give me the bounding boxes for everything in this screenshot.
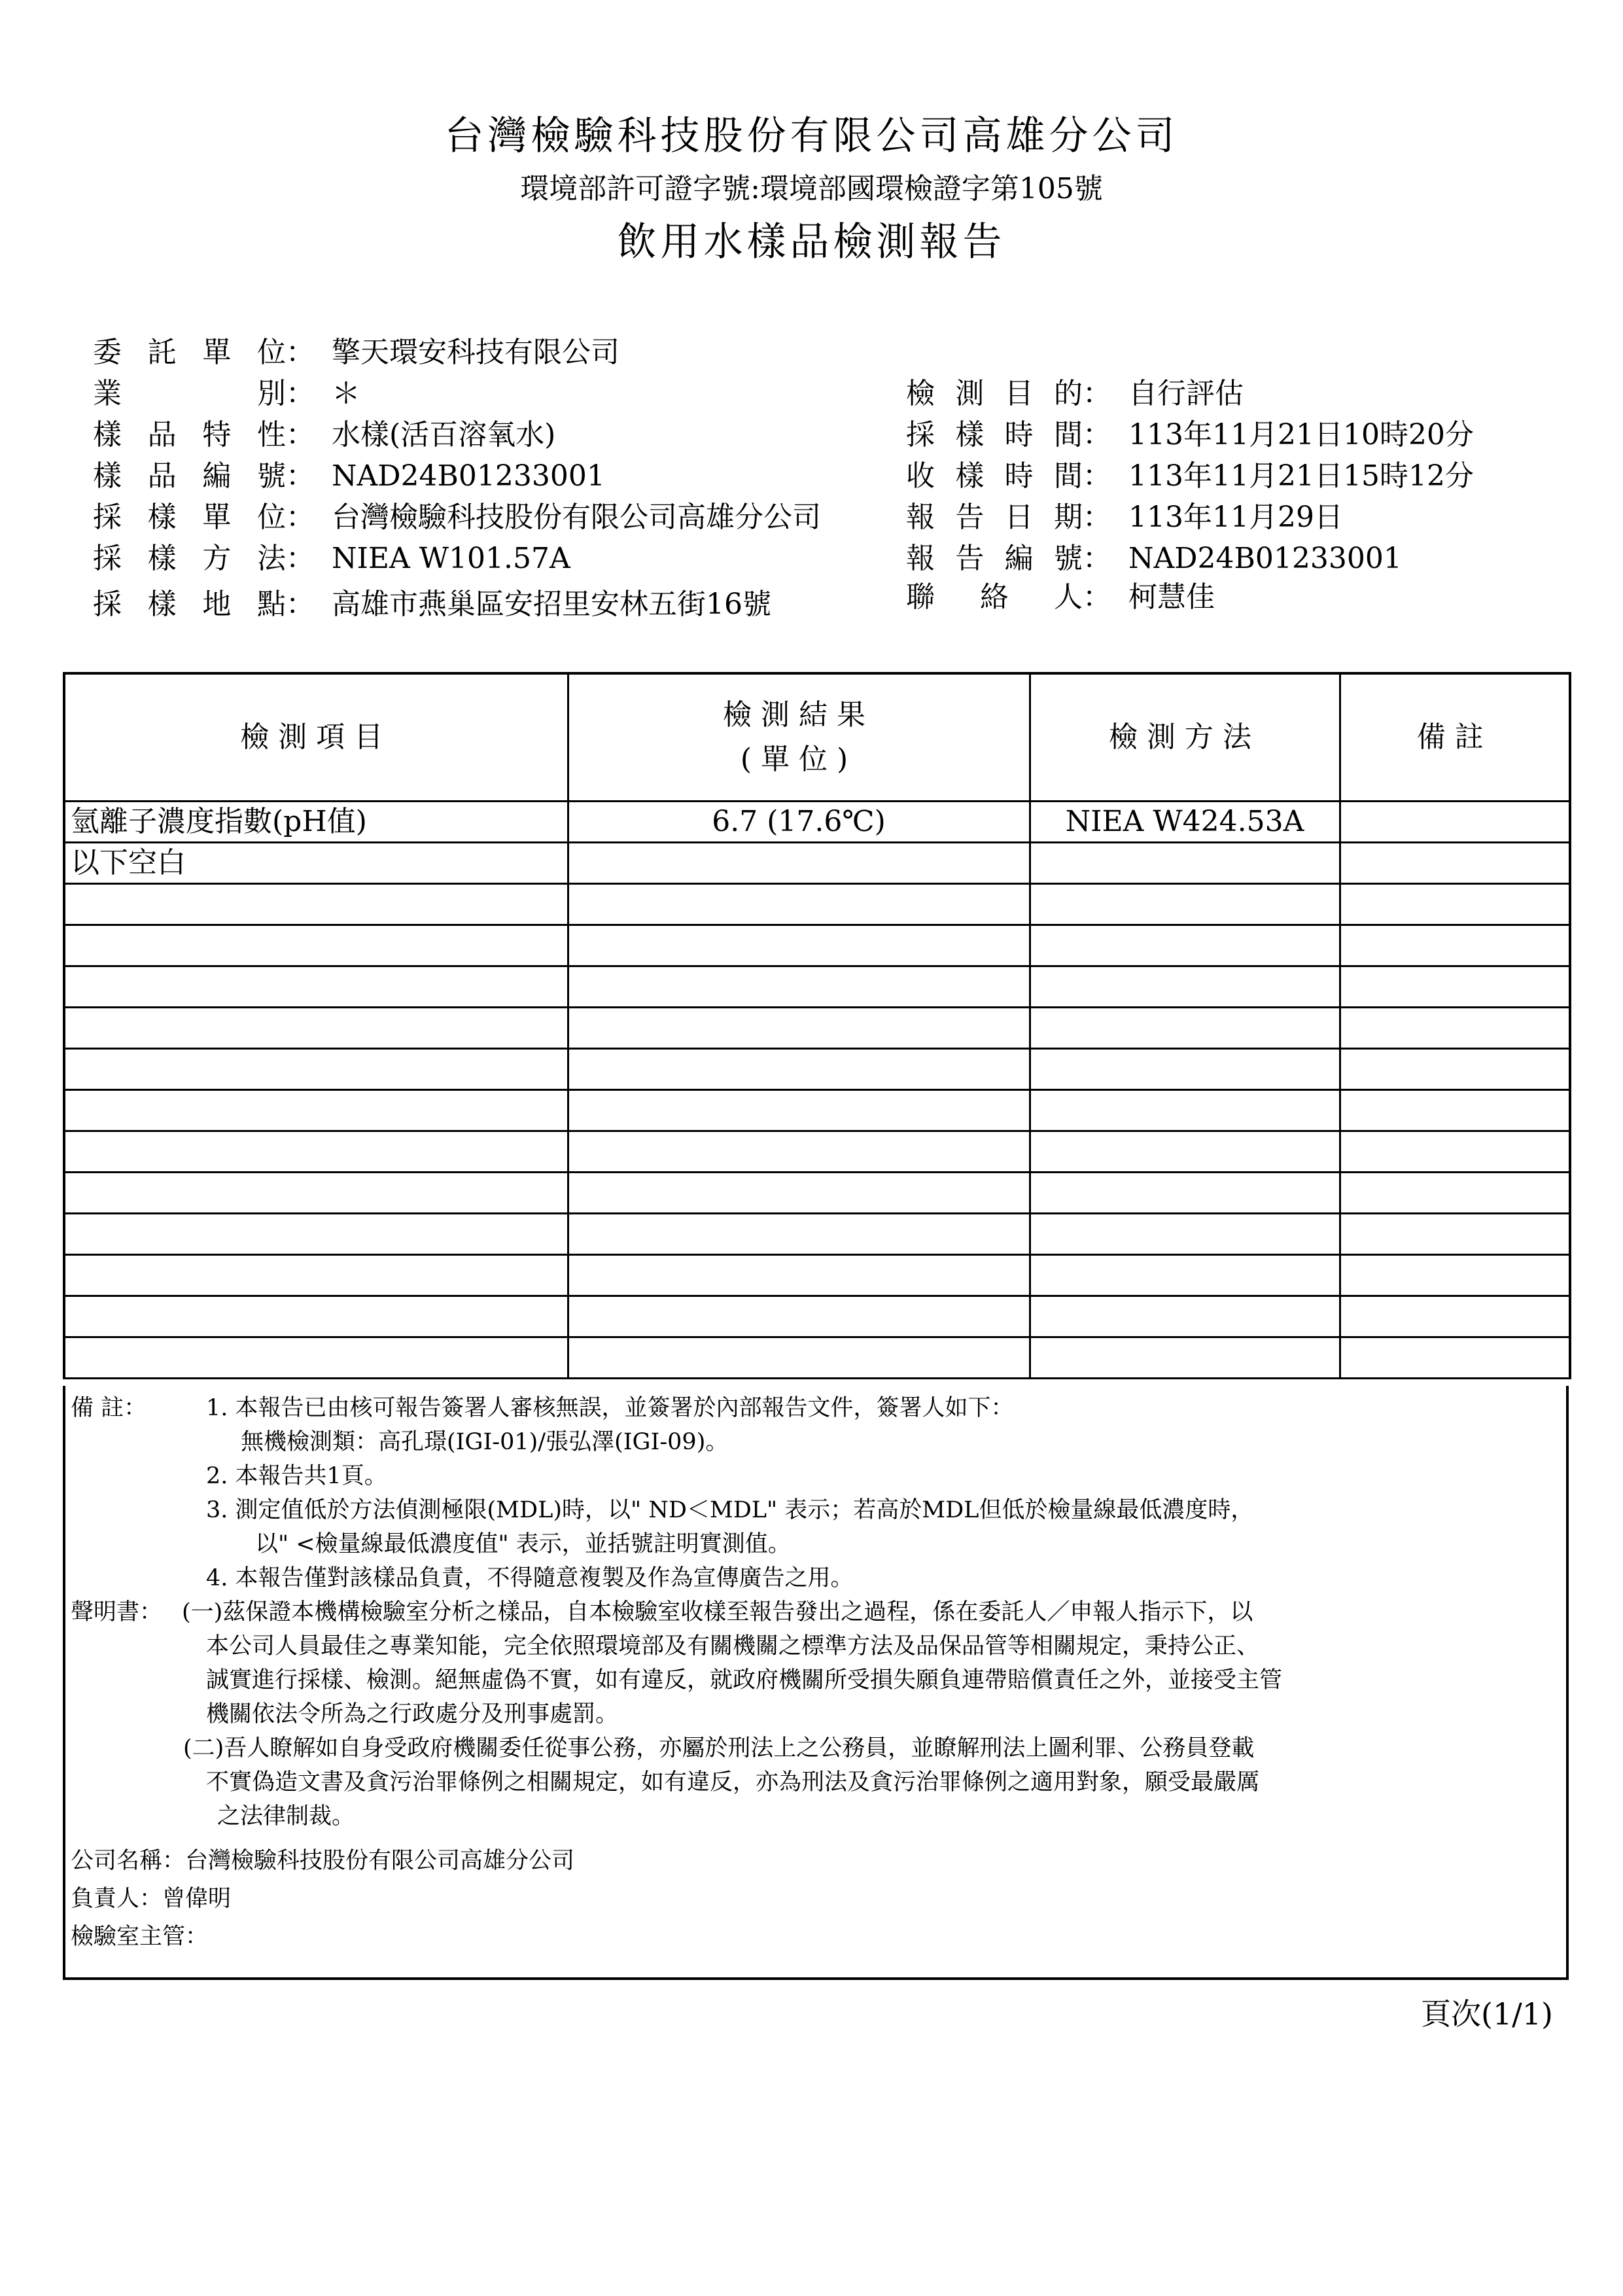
- declaration-line: 誠實進行採樣、檢測。絕無虛偽不實，如有違反，就政府機關所受損失願負連帶賠償責任之外，並接受主管: [206, 1667, 1283, 1693]
- empty-cell: [1340, 966, 1570, 1008]
- note-1-signers: 無機檢測類：高孔璟(IGI-01)/張弘澤(IGI-09)。: [241, 1429, 729, 1455]
- cell-remark: [1340, 843, 1570, 884]
- empty-cell: [1030, 1173, 1340, 1214]
- empty-cell: [568, 1214, 1030, 1255]
- empty-cell: [1340, 1337, 1570, 1379]
- empty-cell: [1340, 1049, 1570, 1090]
- company-name: 台灣檢驗科技股份有限公司高雄分公司: [444, 113, 1179, 159]
- empty-cell: [1030, 1255, 1340, 1296]
- cell-result: [568, 843, 1030, 884]
- empty-cell: [1340, 1090, 1570, 1131]
- info-label: 採樣時間: [906, 418, 1083, 451]
- cell-result: 6.7 (17.6℃): [568, 802, 1030, 843]
- note-3: 3. 測定值低於方法偵測極限(MDL)時，以" ND＜MDL" 表示；若高於MDL但低於檢量線最低濃度時，: [206, 1497, 1254, 1523]
- note-4: 4. 本報告僅對該樣品負責，不得隨意複製及作為宣傳廣告之用。: [206, 1565, 854, 1591]
- empty-cell: [64, 966, 568, 1008]
- empty-cell: [64, 1173, 568, 1214]
- empty-cell: [1030, 1337, 1340, 1379]
- empty-cell: [568, 1337, 1030, 1379]
- info-sample-type: 樣品特性 ： 水樣(活百溶氧水): [93, 415, 555, 455]
- info-report-date: 報告日期 ： 113年11月29日: [906, 497, 1343, 538]
- declaration-line: 不實偽造文書及貪污治罪條例之相關規定，如有違反，亦為刑法及貪污治罪條例之適用對象，願受最嚴厲: [206, 1769, 1260, 1795]
- empty-cell: [64, 1296, 568, 1337]
- empty-cell: [1340, 1131, 1570, 1173]
- empty-cell: [1340, 884, 1570, 925]
- empty-cell: [64, 925, 568, 966]
- info-label: 樣品編號: [93, 459, 286, 493]
- info-value: 擎天環安科技有限公司: [332, 336, 620, 369]
- declaration-line: (二)吾人瞭解如自身受政府機關委任從事公務，亦屬於刑法上之公務員，並瞭解刑法上圖利罪、公務員登載: [183, 1735, 1255, 1761]
- empty-cell: [568, 1131, 1030, 1173]
- empty-cell: [64, 884, 568, 925]
- info-sampling-location: 採樣地點 ： 高雄市燕巢區安招里安林五街16號: [93, 584, 771, 625]
- info-label: 聯 絡 人: [906, 580, 1083, 614]
- empty-cell: [1340, 925, 1570, 966]
- table-row-empty: [64, 1296, 1570, 1337]
- empty-cell: [1030, 966, 1340, 1008]
- info-client: 委託單位 ： 擎天環安科技有限公司: [93, 332, 620, 373]
- info-report-number: 報告編號 ： NAD24B01233001: [906, 539, 1402, 579]
- empty-cell: [568, 1173, 1030, 1214]
- cell-item: 以下空白: [64, 843, 568, 884]
- company-name-line: 公司名稱：台灣檢驗科技股份有限公司高雄分公司: [71, 1848, 575, 1874]
- declaration-label: 聲明書：: [71, 1599, 163, 1625]
- info-value: 水樣(活百溶氧水): [332, 418, 556, 451]
- header-result-title: 檢測結果: [723, 698, 875, 732]
- declaration-line: 之法律制裁。: [217, 1803, 355, 1829]
- empty-cell: [1030, 925, 1340, 966]
- info-value: NAD24B01233001: [332, 459, 605, 493]
- empty-cell: [1340, 1008, 1570, 1049]
- info-label: 收樣時間: [906, 459, 1083, 493]
- info-value: 113年11月21日15時12分: [1128, 459, 1474, 493]
- table-row-empty: [64, 966, 1570, 1008]
- empty-cell: [1030, 1049, 1340, 1090]
- info-value: 113年11月29日: [1128, 501, 1343, 534]
- empty-cell: [568, 966, 1030, 1008]
- info-value: 高雄市燕巢區安招里安林五街16號: [332, 588, 771, 621]
- empty-cell: [568, 1049, 1030, 1090]
- empty-cell: [1340, 1255, 1570, 1296]
- responsible-person: 負責人：曾偉明: [71, 1886, 232, 1912]
- info-label: 檢測目的: [906, 377, 1083, 410]
- note-2: 2. 本報告共1頁。: [206, 1463, 387, 1489]
- cell-method: [1030, 843, 1340, 884]
- info-contact: 聯 絡 人 ： 柯慧佳: [906, 577, 1215, 618]
- empty-cell: [568, 884, 1030, 925]
- table-row: [64, 802, 1570, 843]
- table-row: [64, 843, 1570, 884]
- note-3-cont: 以" <檢量線最低濃度值" 表示，並括號註明實測值。: [255, 1531, 791, 1557]
- header-item: 檢測項目: [64, 673, 568, 802]
- empty-cell: [1030, 1090, 1340, 1131]
- empty-cell: [64, 1214, 568, 1255]
- empty-cell: [64, 1337, 568, 1379]
- info-value: 113年11月21日10時20分: [1128, 418, 1474, 451]
- table-row-empty: [64, 1173, 1570, 1214]
- info-value: NAD24B01233001: [1128, 542, 1402, 575]
- header-remark: 備註: [1340, 673, 1570, 802]
- empty-cell: [1030, 884, 1340, 925]
- info-label: 採樣單位: [93, 501, 286, 534]
- info-value: 柯慧佳: [1128, 580, 1215, 614]
- empty-cell: [64, 1131, 568, 1173]
- empty-cell: [64, 1008, 568, 1049]
- results-table: [63, 672, 1571, 1379]
- header-result: [568, 673, 1030, 802]
- cell-method: NIEA W424.53A: [1030, 802, 1340, 843]
- note-1: 1. 本報告已由核可報告簽署人審核無誤，並簽署於內部報告文件，簽署人如下：: [206, 1395, 1014, 1421]
- empty-cell: [64, 1090, 568, 1131]
- empty-cell: [1030, 1131, 1340, 1173]
- table-row-empty: [64, 1337, 1570, 1379]
- remark-label: 備 註：: [71, 1395, 147, 1421]
- info-value: 台灣檢驗科技股份有限公司高雄分公司: [332, 501, 821, 534]
- cell-remark: [1340, 802, 1570, 843]
- declaration-line: (一)茲保證本機構檢驗室分析之樣品，自本檢驗室收樣至報告發出之過程，係在委託人／申報人指示下，以: [182, 1599, 1253, 1625]
- page-number: 頁次(1/1): [1421, 1996, 1553, 2032]
- info-label: 報告編號: [906, 542, 1083, 575]
- header-method: 檢測方法: [1030, 673, 1340, 802]
- info-value: ＊: [332, 377, 360, 410]
- empty-cell: [1340, 1214, 1570, 1255]
- info-received-time: 收樣時間 ： 113年11月21日15時12分: [906, 456, 1474, 497]
- empty-cell: [64, 1255, 568, 1296]
- lab-supervisor: 檢驗室主管：: [71, 1924, 209, 1950]
- empty-cell: [1340, 1296, 1570, 1337]
- table-header-row: [64, 673, 1570, 802]
- empty-cell: [568, 925, 1030, 966]
- table-row-empty: [64, 1008, 1570, 1049]
- empty-cell: [568, 1296, 1030, 1337]
- table-row-empty: [64, 1049, 1570, 1090]
- info-sampling-unit: 採樣單位 ： 台灣檢驗科技股份有限公司高雄分公司: [93, 497, 821, 538]
- license-number: 環境部許可證字號:環境部國環檢證字第105號: [520, 172, 1103, 205]
- info-sample-id: 樣品編號 ： NAD24B01233001: [93, 456, 605, 497]
- table-row-empty: [64, 1255, 1570, 1296]
- declaration-line: 機關依法令所為之行政處分及刑事處罰。: [206, 1701, 619, 1727]
- info-value: 自行評估: [1128, 377, 1244, 410]
- info-sampling-time: 採樣時間 ： 113年11月21日10時20分: [906, 415, 1474, 455]
- declaration-line: 本公司人員最佳之專業知能，完全依照環境部及有關機關之標準方法及品保品管等相關規定，秉持公正、: [206, 1633, 1260, 1659]
- table-row-empty: [64, 1131, 1570, 1173]
- info-industry: 業 別 ： ＊: [93, 374, 360, 414]
- report-title: 飲用水樣品檢測報告: [617, 219, 1006, 265]
- info-label: 業 別: [93, 377, 286, 410]
- empty-cell: [1030, 1214, 1340, 1255]
- info-label: 採樣地點: [93, 588, 286, 621]
- cell-item: 氫離子濃度指數(pH值): [64, 802, 568, 843]
- header-result-unit: (單位): [740, 743, 858, 776]
- info-value: NIEA W101.57A: [332, 542, 570, 575]
- notes-box: [63, 1386, 1569, 1980]
- info-label: 委託單位: [93, 336, 286, 369]
- empty-cell: [1340, 1173, 1570, 1214]
- info-label: 採樣方法: [93, 542, 286, 575]
- empty-cell: [1030, 1296, 1340, 1337]
- info-sampling-method: 採樣方法 ： NIEA W101.57A: [93, 539, 570, 579]
- empty-cell: [568, 1255, 1030, 1296]
- empty-cell: [568, 1008, 1030, 1049]
- info-purpose: 檢測目的 ： 自行評估: [906, 374, 1244, 414]
- table-row-empty: [64, 884, 1570, 925]
- table-row-empty: [64, 925, 1570, 966]
- info-label: 樣品特性: [93, 418, 286, 451]
- empty-cell: [1030, 1008, 1340, 1049]
- table-row-empty: [64, 1214, 1570, 1255]
- empty-cell: [64, 1049, 568, 1090]
- info-label: 報告日期: [906, 501, 1083, 534]
- table-row-empty: [64, 1090, 1570, 1131]
- empty-cell: [568, 1090, 1030, 1131]
